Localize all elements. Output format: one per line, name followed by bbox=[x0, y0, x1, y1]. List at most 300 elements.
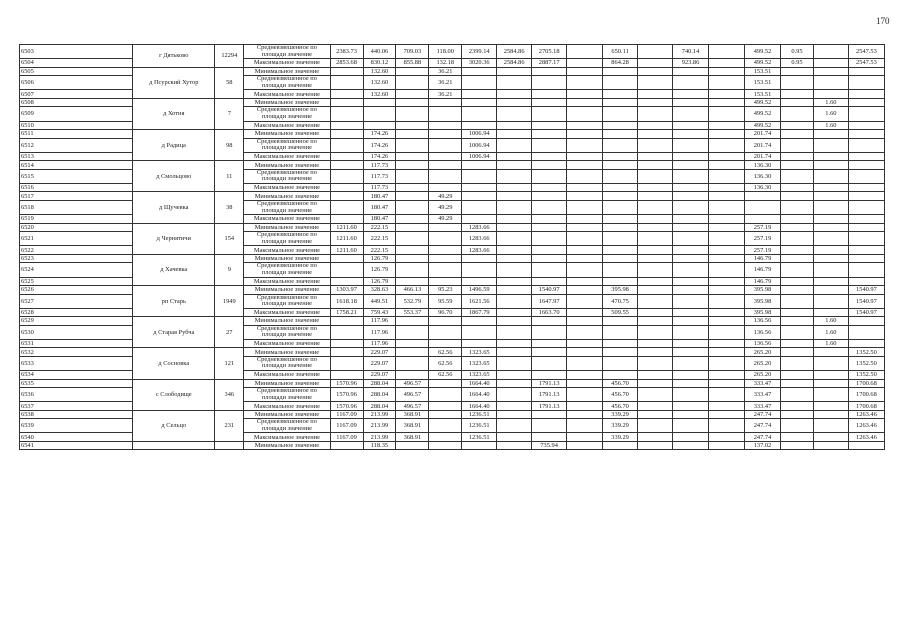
value-cell: 146.79 bbox=[745, 277, 781, 286]
value-cell bbox=[429, 388, 462, 402]
value-cell bbox=[813, 223, 848, 232]
value-cell bbox=[497, 183, 532, 192]
value-cell bbox=[745, 215, 781, 224]
value-cell bbox=[396, 98, 429, 107]
value-cell bbox=[532, 254, 567, 263]
value-cell bbox=[709, 169, 745, 183]
value-cell bbox=[532, 263, 567, 277]
value-cell bbox=[638, 433, 673, 442]
value-cell bbox=[462, 90, 497, 99]
value-cell: 1167.09 bbox=[330, 419, 363, 433]
value-cell bbox=[532, 246, 567, 255]
value-cell: 395.98 bbox=[745, 308, 781, 317]
value-cell: 456.70 bbox=[603, 388, 638, 402]
value-cell bbox=[603, 169, 638, 183]
value-cell bbox=[497, 294, 532, 308]
value-cell bbox=[673, 356, 709, 370]
value-cell: 499.52 bbox=[745, 107, 781, 121]
value-cell: 247.74 bbox=[745, 419, 781, 433]
settlement-name: рп Старь bbox=[133, 286, 215, 317]
value-cell: 1.60 bbox=[813, 325, 848, 339]
value-cell bbox=[813, 308, 848, 317]
value-cell bbox=[673, 98, 709, 107]
value-cell: 1.60 bbox=[813, 98, 848, 107]
value-cell bbox=[673, 130, 709, 139]
value-cell bbox=[396, 325, 429, 339]
value-cell bbox=[781, 98, 814, 107]
value-cell bbox=[638, 76, 673, 90]
value-cell bbox=[603, 348, 638, 357]
value-cell bbox=[709, 419, 745, 433]
value-cell bbox=[781, 169, 814, 183]
value-cell bbox=[638, 356, 673, 370]
value-cell bbox=[497, 388, 532, 402]
value-cell: 395.98 bbox=[745, 294, 781, 308]
value-cell: 201.74 bbox=[745, 130, 781, 139]
stat-label: Минимальное значение bbox=[244, 67, 330, 76]
value-cell bbox=[781, 371, 814, 380]
value-cell bbox=[848, 67, 884, 76]
value-cell bbox=[532, 410, 567, 419]
row-id: 6524 bbox=[20, 263, 133, 277]
value-cell: 222.15 bbox=[363, 232, 396, 246]
value-cell bbox=[330, 263, 363, 277]
value-cell bbox=[813, 348, 848, 357]
value-cell bbox=[848, 263, 884, 277]
value-cell bbox=[330, 152, 363, 161]
value-cell bbox=[497, 371, 532, 380]
value-cell bbox=[396, 371, 429, 380]
value-cell bbox=[429, 183, 462, 192]
value-cell bbox=[673, 90, 709, 99]
value-cell: 132.18 bbox=[429, 59, 462, 68]
value-cell bbox=[567, 294, 603, 308]
value-cell bbox=[709, 67, 745, 76]
value-cell bbox=[532, 371, 567, 380]
value-cell: 1211.60 bbox=[330, 232, 363, 246]
value-cell bbox=[781, 254, 814, 263]
value-cell: 1791.13 bbox=[532, 379, 567, 388]
stat-label: Максимальное значение bbox=[244, 246, 330, 255]
value-cell bbox=[638, 67, 673, 76]
value-cell bbox=[497, 286, 532, 295]
value-cell bbox=[781, 246, 814, 255]
value-cell bbox=[396, 200, 429, 214]
value-cell: 1263.46 bbox=[848, 410, 884, 419]
value-cell bbox=[396, 254, 429, 263]
value-cell bbox=[396, 215, 429, 224]
stat-label: Минимальное значение bbox=[244, 379, 330, 388]
value-cell: 126.79 bbox=[363, 254, 396, 263]
value-cell bbox=[781, 223, 814, 232]
value-cell bbox=[638, 254, 673, 263]
value-cell: 1263.46 bbox=[848, 433, 884, 442]
value-cell bbox=[709, 59, 745, 68]
value-cell bbox=[813, 246, 848, 255]
value-cell bbox=[709, 277, 745, 286]
value-cell bbox=[638, 277, 673, 286]
row-id: 6517 bbox=[20, 192, 133, 201]
value-cell bbox=[497, 192, 532, 201]
value-cell bbox=[567, 138, 603, 152]
settlement-name: д Чернятичи bbox=[133, 223, 215, 254]
value-cell bbox=[603, 263, 638, 277]
value-cell bbox=[429, 254, 462, 263]
row-id: 6525 bbox=[20, 277, 133, 286]
value-cell bbox=[673, 433, 709, 442]
value-cell bbox=[603, 223, 638, 232]
value-cell bbox=[532, 192, 567, 201]
value-cell bbox=[497, 441, 532, 450]
value-cell bbox=[567, 169, 603, 183]
value-cell bbox=[567, 379, 603, 388]
stat-label: Минимальное значение bbox=[244, 223, 330, 232]
value-cell bbox=[638, 98, 673, 107]
value-cell bbox=[497, 325, 532, 339]
value-cell bbox=[673, 263, 709, 277]
value-cell bbox=[709, 388, 745, 402]
table-row bbox=[20, 45, 885, 59]
value-cell bbox=[638, 130, 673, 139]
value-cell: 2547.53 bbox=[848, 59, 884, 68]
value-cell bbox=[429, 325, 462, 339]
value-cell bbox=[813, 192, 848, 201]
value-cell: 49.29 bbox=[429, 200, 462, 214]
value-cell: 368.91 bbox=[396, 419, 429, 433]
value-cell bbox=[429, 379, 462, 388]
value-cell: 153.51 bbox=[745, 67, 781, 76]
value-cell bbox=[330, 121, 363, 130]
value-cell bbox=[638, 308, 673, 317]
value-cell: 153.51 bbox=[745, 90, 781, 99]
population-value: 154 bbox=[215, 223, 244, 254]
value-cell bbox=[363, 98, 396, 107]
value-cell: 1621.56 bbox=[462, 294, 497, 308]
value-cell bbox=[709, 371, 745, 380]
value-cell bbox=[532, 317, 567, 326]
value-cell bbox=[429, 169, 462, 183]
value-cell bbox=[497, 121, 532, 130]
row-id: 6535 bbox=[20, 379, 133, 388]
value-cell: 265.20 bbox=[745, 371, 781, 380]
value-cell bbox=[848, 254, 884, 263]
value-cell: 440.06 bbox=[363, 45, 396, 59]
stat-label: Средневзвешенное по площади значение bbox=[244, 294, 330, 308]
value-cell: 180.47 bbox=[363, 215, 396, 224]
value-cell: 118.35 bbox=[363, 441, 396, 450]
stat-label: Максимальное значение bbox=[244, 371, 330, 380]
value-cell bbox=[330, 277, 363, 286]
value-cell bbox=[638, 371, 673, 380]
value-cell bbox=[638, 200, 673, 214]
value-cell: 395.98 bbox=[603, 286, 638, 295]
value-cell bbox=[603, 254, 638, 263]
value-cell: 96.70 bbox=[429, 308, 462, 317]
value-cell bbox=[603, 90, 638, 99]
value-cell bbox=[567, 107, 603, 121]
value-cell bbox=[781, 441, 814, 450]
value-cell: 499.52 bbox=[745, 45, 781, 59]
value-cell bbox=[567, 410, 603, 419]
value-cell: 1540.97 bbox=[848, 308, 884, 317]
value-cell bbox=[848, 441, 884, 450]
value-cell: 1006.94 bbox=[462, 138, 497, 152]
value-cell bbox=[532, 130, 567, 139]
value-cell: 180.47 bbox=[363, 200, 396, 214]
stat-label: Минимальное значение bbox=[244, 130, 330, 139]
row-id: 6519 bbox=[20, 215, 133, 224]
value-cell: 496.57 bbox=[396, 379, 429, 388]
value-cell bbox=[330, 130, 363, 139]
value-cell bbox=[567, 348, 603, 357]
value-cell: 496.57 bbox=[396, 402, 429, 411]
row-id: 6522 bbox=[20, 246, 133, 255]
value-cell bbox=[848, 223, 884, 232]
value-cell: 229.07 bbox=[363, 356, 396, 370]
stat-label: Средневзвешенное по площади значение bbox=[244, 232, 330, 246]
value-cell bbox=[709, 379, 745, 388]
value-cell bbox=[813, 254, 848, 263]
stat-label: Максимальное значение bbox=[244, 402, 330, 411]
value-cell bbox=[497, 410, 532, 419]
value-cell bbox=[567, 388, 603, 402]
value-cell bbox=[497, 433, 532, 442]
value-cell: 288.04 bbox=[363, 402, 396, 411]
value-cell: 36.21 bbox=[429, 76, 462, 90]
value-cell bbox=[781, 419, 814, 433]
value-cell bbox=[567, 152, 603, 161]
table-row bbox=[20, 223, 885, 232]
value-cell: 136.30 bbox=[745, 161, 781, 170]
value-cell bbox=[848, 339, 884, 348]
value-cell bbox=[638, 232, 673, 246]
value-cell bbox=[673, 286, 709, 295]
value-cell bbox=[813, 441, 848, 450]
value-cell bbox=[781, 138, 814, 152]
value-cell bbox=[848, 138, 884, 152]
value-cell bbox=[781, 348, 814, 357]
value-cell bbox=[638, 215, 673, 224]
value-cell bbox=[673, 379, 709, 388]
value-cell bbox=[497, 200, 532, 214]
value-cell bbox=[330, 138, 363, 152]
value-cell bbox=[781, 161, 814, 170]
value-cell bbox=[532, 339, 567, 348]
stat-label: Максимальное значение bbox=[244, 152, 330, 161]
value-cell: 62.56 bbox=[429, 371, 462, 380]
row-id: 6538 bbox=[20, 410, 133, 419]
value-cell bbox=[781, 433, 814, 442]
value-cell bbox=[532, 325, 567, 339]
value-cell: 132.60 bbox=[363, 76, 396, 90]
value-cell bbox=[709, 152, 745, 161]
value-cell: 1.60 bbox=[813, 107, 848, 121]
value-cell bbox=[673, 76, 709, 90]
value-cell: 136.30 bbox=[745, 183, 781, 192]
value-cell: 759.43 bbox=[363, 308, 396, 317]
row-id: 6541 bbox=[20, 441, 133, 450]
value-cell bbox=[567, 232, 603, 246]
row-id: 6509 bbox=[20, 107, 133, 121]
value-cell bbox=[330, 90, 363, 99]
value-cell bbox=[603, 277, 638, 286]
value-cell: 229.07 bbox=[363, 348, 396, 357]
value-cell bbox=[813, 138, 848, 152]
stat-label: Средневзвешенное по площади значение bbox=[244, 356, 330, 370]
row-id: 6512 bbox=[20, 138, 133, 152]
value-cell: 1618.18 bbox=[330, 294, 363, 308]
value-cell bbox=[396, 138, 429, 152]
value-cell bbox=[638, 419, 673, 433]
value-cell bbox=[673, 402, 709, 411]
value-cell bbox=[745, 200, 781, 214]
value-cell bbox=[462, 192, 497, 201]
value-cell: 1006.94 bbox=[462, 152, 497, 161]
value-cell: 62.56 bbox=[429, 348, 462, 357]
value-cell: 1236.51 bbox=[462, 410, 497, 419]
stat-label: Средневзвешенное по площади значение bbox=[244, 388, 330, 402]
value-cell bbox=[396, 441, 429, 450]
value-cell bbox=[638, 121, 673, 130]
value-cell: 499.52 bbox=[745, 98, 781, 107]
value-cell: 229.07 bbox=[363, 371, 396, 380]
value-cell bbox=[532, 183, 567, 192]
value-cell: 137.02 bbox=[745, 441, 781, 450]
value-cell: 553.37 bbox=[396, 308, 429, 317]
value-cell bbox=[603, 161, 638, 170]
value-cell bbox=[638, 441, 673, 450]
value-cell bbox=[429, 161, 462, 170]
value-cell bbox=[848, 192, 884, 201]
value-cell bbox=[330, 67, 363, 76]
stat-label: Средневзвешенное по площади значение bbox=[244, 419, 330, 433]
settlement-name: д Смольцово bbox=[133, 161, 215, 192]
value-cell bbox=[429, 107, 462, 121]
value-cell bbox=[673, 348, 709, 357]
value-cell: 1283.66 bbox=[462, 232, 497, 246]
population-value: 7 bbox=[215, 98, 244, 129]
value-cell bbox=[813, 286, 848, 295]
row-id: 6533 bbox=[20, 356, 133, 370]
population-value: 9 bbox=[215, 254, 244, 285]
value-cell bbox=[532, 161, 567, 170]
value-cell bbox=[709, 246, 745, 255]
value-cell bbox=[330, 200, 363, 214]
value-cell bbox=[330, 254, 363, 263]
page-number: 170 bbox=[876, 16, 890, 26]
value-cell bbox=[567, 223, 603, 232]
value-cell: 1700.68 bbox=[848, 402, 884, 411]
value-cell bbox=[709, 410, 745, 419]
value-cell bbox=[462, 107, 497, 121]
value-cell bbox=[497, 138, 532, 152]
value-cell bbox=[848, 246, 884, 255]
value-cell bbox=[848, 215, 884, 224]
value-cell bbox=[673, 200, 709, 214]
value-cell bbox=[603, 152, 638, 161]
value-cell bbox=[497, 348, 532, 357]
population-value: 58 bbox=[215, 67, 244, 98]
value-cell: 2705.18 bbox=[532, 45, 567, 59]
value-cell: 132.60 bbox=[363, 90, 396, 99]
value-cell bbox=[848, 317, 884, 326]
value-cell bbox=[429, 130, 462, 139]
settlement-name bbox=[133, 441, 215, 450]
value-cell bbox=[396, 76, 429, 90]
value-cell: 1664.40 bbox=[462, 388, 497, 402]
value-cell bbox=[567, 308, 603, 317]
value-cell bbox=[603, 183, 638, 192]
value-cell: 126.79 bbox=[363, 277, 396, 286]
value-cell: 1211.60 bbox=[330, 223, 363, 232]
value-cell bbox=[429, 138, 462, 152]
stat-label: Средневзвешенное по площади значение bbox=[244, 138, 330, 152]
stat-label: Минимальное значение bbox=[244, 286, 330, 295]
value-cell bbox=[567, 90, 603, 99]
value-cell bbox=[781, 130, 814, 139]
value-cell bbox=[567, 98, 603, 107]
value-cell bbox=[330, 339, 363, 348]
value-cell bbox=[781, 339, 814, 348]
value-cell: 333.47 bbox=[745, 402, 781, 411]
value-cell bbox=[497, 215, 532, 224]
stat-label: Максимальное значение bbox=[244, 339, 330, 348]
value-cell bbox=[429, 232, 462, 246]
value-cell bbox=[567, 286, 603, 295]
value-cell bbox=[429, 441, 462, 450]
value-cell bbox=[330, 317, 363, 326]
value-cell bbox=[603, 246, 638, 255]
row-id: 6526 bbox=[20, 286, 133, 295]
value-cell bbox=[709, 130, 745, 139]
value-cell: 1211.60 bbox=[330, 246, 363, 255]
value-cell: 201.74 bbox=[745, 152, 781, 161]
value-cell: 95.59 bbox=[429, 294, 462, 308]
value-cell: 2399.14 bbox=[462, 45, 497, 59]
value-cell: 2383.73 bbox=[330, 45, 363, 59]
value-cell: 1.60 bbox=[813, 317, 848, 326]
value-cell bbox=[813, 45, 848, 59]
value-cell bbox=[673, 388, 709, 402]
settlement-name: д Старая Рубча bbox=[133, 317, 215, 348]
value-cell bbox=[396, 183, 429, 192]
value-cell bbox=[709, 121, 745, 130]
value-cell: 132.60 bbox=[363, 67, 396, 76]
row-id: 6523 bbox=[20, 254, 133, 263]
value-cell bbox=[532, 169, 567, 183]
value-cell bbox=[429, 277, 462, 286]
value-cell bbox=[567, 59, 603, 68]
value-cell bbox=[638, 348, 673, 357]
value-cell: 499.52 bbox=[745, 59, 781, 68]
value-cell bbox=[709, 138, 745, 152]
value-cell bbox=[709, 45, 745, 59]
value-cell bbox=[709, 308, 745, 317]
value-cell bbox=[532, 277, 567, 286]
value-cell bbox=[813, 90, 848, 99]
row-id: 6539 bbox=[20, 419, 133, 433]
table-row bbox=[20, 98, 885, 107]
value-cell bbox=[813, 200, 848, 214]
value-cell bbox=[429, 152, 462, 161]
table-row bbox=[20, 161, 885, 170]
value-cell bbox=[709, 402, 745, 411]
value-cell: 1570.96 bbox=[330, 388, 363, 402]
table-row bbox=[20, 254, 885, 263]
value-cell bbox=[330, 98, 363, 107]
row-id: 6513 bbox=[20, 152, 133, 161]
value-cell bbox=[813, 379, 848, 388]
